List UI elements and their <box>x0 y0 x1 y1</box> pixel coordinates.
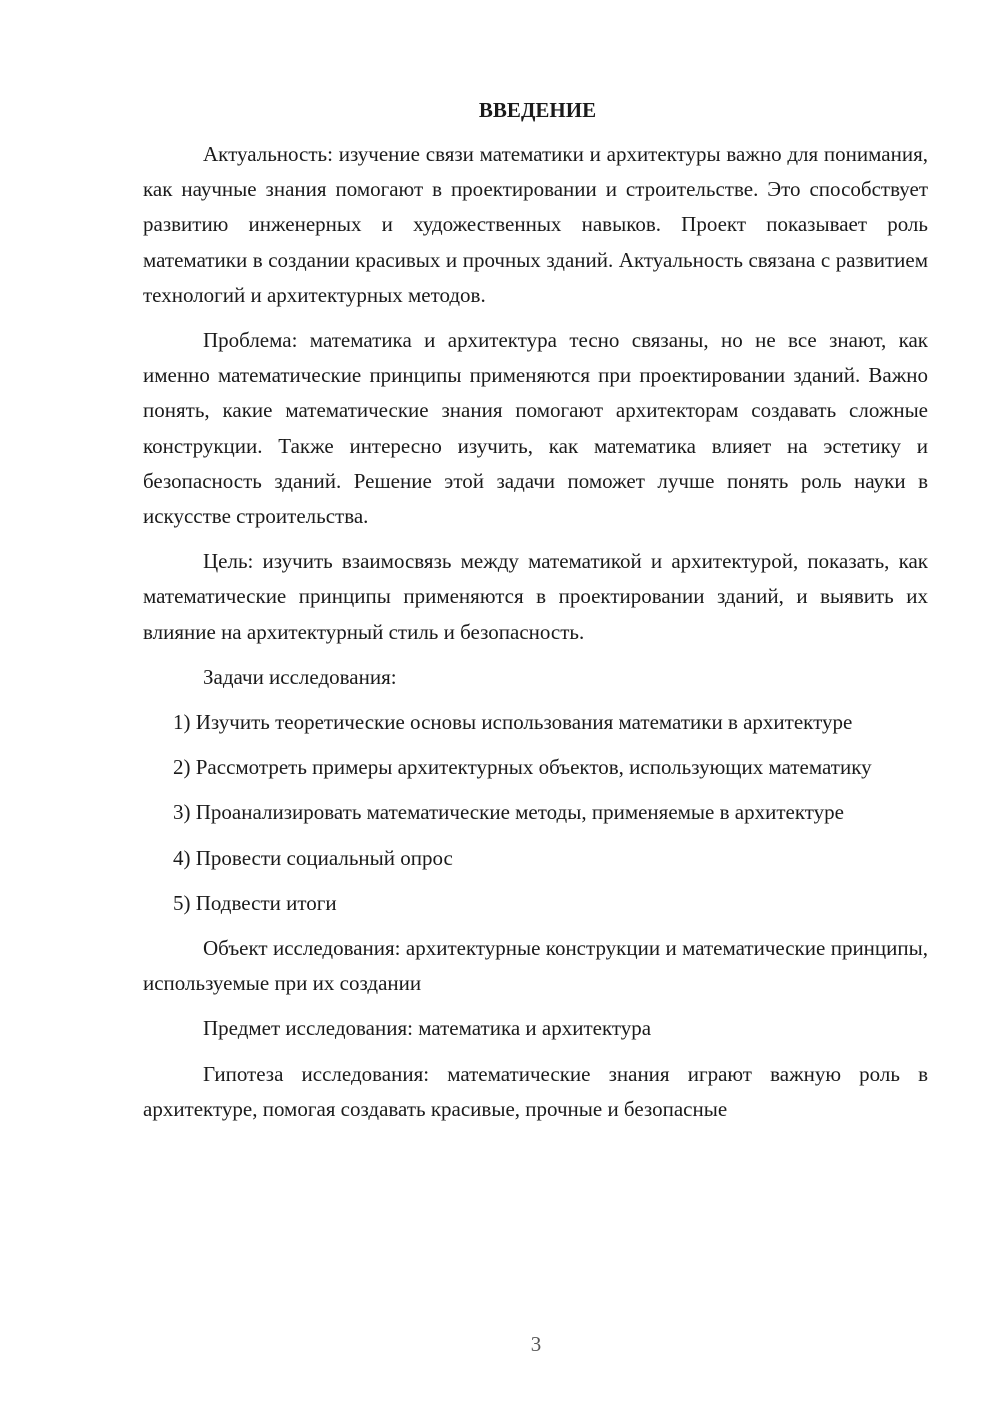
section-heading: ВВЕДЕНИЕ <box>478 98 597 122</box>
problem-paragraph: Проблема: математика и архитектура тесно связаны, но не все знают, как именно математические принципы применяются при проектировании зданий. Важно понять, какие математические знания помогают архитекторам создавать сложные конструкции. Также интересно изучить, как математика влияет на эстетику и безопасность зданий. Решение этой задачи поможет лучше понять роль науки в искусстве строительства. <box>143 328 928 529</box>
subject-paragraph: Предмет исследования: математика и архитектура <box>203 1016 652 1041</box>
object-paragraph: Объект исследования: архитектурные конструкции и математические принципы, используемые при их создании <box>143 936 928 996</box>
relevance-paragraph: Актуальность: изучение связи математики и архитектуры важно для понимания, как научные знания помогают в проектировании и строительстве. Это способствует развитию инженерных и художественных навыков. Проект показывает роль математики в создании красивых и прочных зданий. Актуальность связана с развитием технологий и архитектурных методов. <box>143 142 928 307</box>
task-item: 3) Проанализировать математические методы, применяемые в архитектуре <box>173 800 844 825</box>
task-item: 4) Провести социальный опрос <box>173 845 453 870</box>
hypothesis-paragraph: Гипотеза исследования: математические знания играют важную роль в архитектуре, помогая создавать красивые, прочные и безопасные <box>143 1061 928 1121</box>
tasks-title: Задачи исследования: <box>203 664 397 689</box>
task-item: 5) Подвести итоги <box>173 890 337 915</box>
goal-paragraph: Цель: изучить взаимосвязь между математикой и архитектурой, показать, как математические принципы применяются в проектировании зданий, и выявить их влияние на архитектурный стиль и безопасность. <box>143 549 928 644</box>
task-item: 2) Рассмотреть примеры архитектурных объектов, использующих математику <box>173 755 872 780</box>
page-number: 3 <box>530 1332 542 1356</box>
task-item: 1) Изучить теоретические основы использования математики в архитектуре <box>173 710 853 735</box>
page-content <box>143 93 928 1127</box>
tasks-list <box>143 705 928 921</box>
